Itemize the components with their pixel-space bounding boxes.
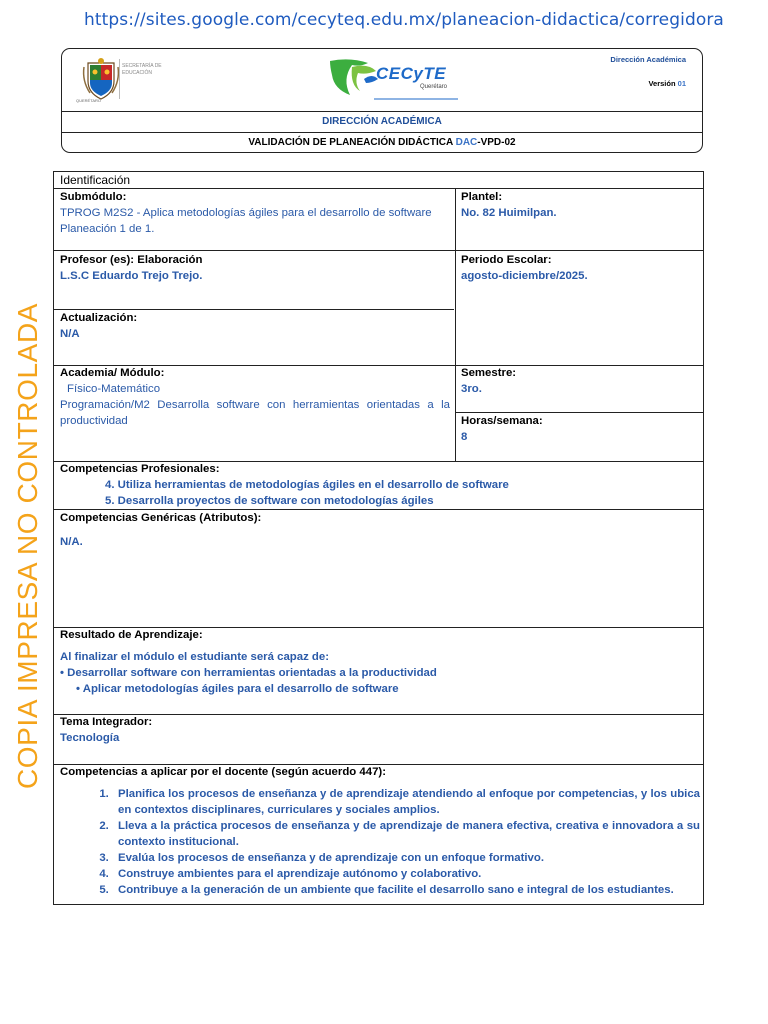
comp-doc-item: 2. Lleva a la práctica procesos de enseñanza y de aprendizaje de manera efectiva, creativa e innovadora a su contexto institucional. (112, 818, 700, 850)
horas-label: Horas/semana: (461, 415, 543, 427)
profesor-cell (60, 252, 450, 284)
profesor-value: L.S.C Eduardo Trejo Trejo. (60, 270, 203, 282)
horas-value: 8 (461, 431, 468, 443)
academia-cell (60, 365, 450, 429)
column-divider (455, 188, 456, 461)
profesor-label: Profesor (es): Elaboración (60, 254, 203, 266)
semestre-cell (461, 365, 699, 397)
logo-separator (119, 59, 120, 99)
semestre-value: 3ro. (461, 383, 482, 395)
competencias-genericas-cell (60, 510, 700, 550)
horas-cell (461, 413, 699, 445)
academia-label: Academia/ Módulo: (60, 367, 165, 379)
header-document-code (62, 133, 702, 153)
submodulo-label: Submódulo: (60, 191, 127, 203)
comp-doc-item: 5. Contribuye a la generación de un ambiente que facilite el desarrollo sano e integral de los estudiantes. (112, 882, 700, 898)
header-direccion: Dirección Académica (610, 55, 686, 64)
tema-label: Tema Integrador: (60, 716, 153, 728)
semestre-label: Semestre: (461, 367, 517, 379)
doc-code-dac: DAC (455, 137, 478, 148)
competencias-profesionales-cell (60, 461, 700, 509)
version-number: 01 (677, 79, 686, 88)
planning-form (53, 171, 704, 905)
gov-logo-text: SECRETARÍA DE EDUCACIÓN (122, 63, 162, 76)
queretaro-coat-of-arms-icon (80, 57, 122, 101)
header-logos (62, 49, 702, 112)
tema-integrador-cell (60, 714, 700, 746)
brand-sub: Querétaro (420, 84, 448, 90)
submodulo-value: TPROG M2S2 - Aplica metodologías ágiles para el desarrollo de software (60, 207, 432, 219)
header-department: DIRECCIÓN ACADÉMICA (62, 112, 702, 133)
page-url[interactable]: https://sites.google.com/cecyteq.edu.mx/planeacion-didactica/corregidora (84, 10, 724, 30)
doc-code-suffix: -VPD-02 (477, 137, 516, 148)
header-version (648, 79, 686, 88)
resultado-item-2: • Aplicar metodologías ágiles para el desarrollo de software (76, 683, 399, 695)
doc-title: VALIDACIÓN DE PLANEACIÓN DIDÁCTICA (248, 137, 456, 148)
submodulo-cell (60, 189, 450, 237)
watermark (6, 290, 50, 802)
resultado-item-1: • Desarrollar software con herramientas orientadas a la productividad (60, 667, 437, 679)
watermark-text: COPIA IMPRESA NO CONTROLADA (12, 302, 43, 790)
tema-value: Tecnología (60, 732, 120, 744)
brand-name: CECyTE (376, 64, 447, 83)
document-header (61, 48, 703, 153)
plantel-label: Plantel: (461, 191, 503, 203)
resultado-label: Resultado de Aprendizaje: (60, 629, 203, 641)
comp-prof-item-1: 4. Utiliza herramientas de metodologías ágiles en el desarrollo de software (105, 479, 509, 491)
divider (54, 250, 703, 251)
actualizacion-cell (60, 310, 450, 342)
actualizacion-value: N/A (60, 328, 80, 340)
gov-logo-sub: QUERÉTARO (76, 98, 102, 103)
planeacion-value: Planeación 1 de 1. (60, 223, 155, 235)
competencias-docente-cell (60, 764, 700, 898)
comp-doc-item: 3. Evalúa los procesos de enseñanza y de aprendizaje con un enfoque formativo. (112, 850, 700, 866)
periodo-cell (461, 252, 699, 284)
comp-doc-label: Competencias a aplicar por el docente (según acuerdo 447): (60, 766, 386, 778)
comp-doc-item: 4. Construye ambientes para el aprendizaje autónomo y colaborativo. (112, 866, 700, 882)
version-label: Versión (648, 79, 676, 88)
identificacion-heading (60, 172, 450, 189)
comp-gen-label: Competencias Genéricas (Atributos): (60, 512, 262, 524)
academia-value-2: Programación/M2 Desarrolla software con herramientas orientadas a la productividad (60, 399, 450, 427)
comp-prof-label: Competencias Profesionales: (60, 463, 220, 475)
identificacion-label: Identificación (60, 173, 131, 187)
resultado-aprendizaje-cell (60, 627, 700, 697)
plantel-value: No. 82 Huimilpan. (461, 207, 557, 219)
resultado-intro: Al finalizar el módulo el estudiante será capaz de: (60, 651, 330, 663)
comp-doc-list (60, 786, 700, 898)
periodo-value: agosto-diciembre/2025. (461, 270, 588, 282)
academia-value-1: Físico-Matemático (67, 383, 161, 395)
comp-gen-value: N/A. (60, 536, 83, 548)
comp-doc-item: 1. Planifica los procesos de enseñanza y de aprendizaje atendiendo al enfoque por competencias, y los ubica en contextos disciplinares, curriculares y sociales amplios. (112, 786, 700, 818)
actualizacion-label: Actualización: (60, 312, 138, 324)
periodo-label: Periodo Escolar: (461, 254, 552, 266)
plantel-cell (461, 189, 699, 221)
comp-prof-item-2: 5. Desarrolla proyectos de software con metodologías ágiles (105, 495, 434, 507)
